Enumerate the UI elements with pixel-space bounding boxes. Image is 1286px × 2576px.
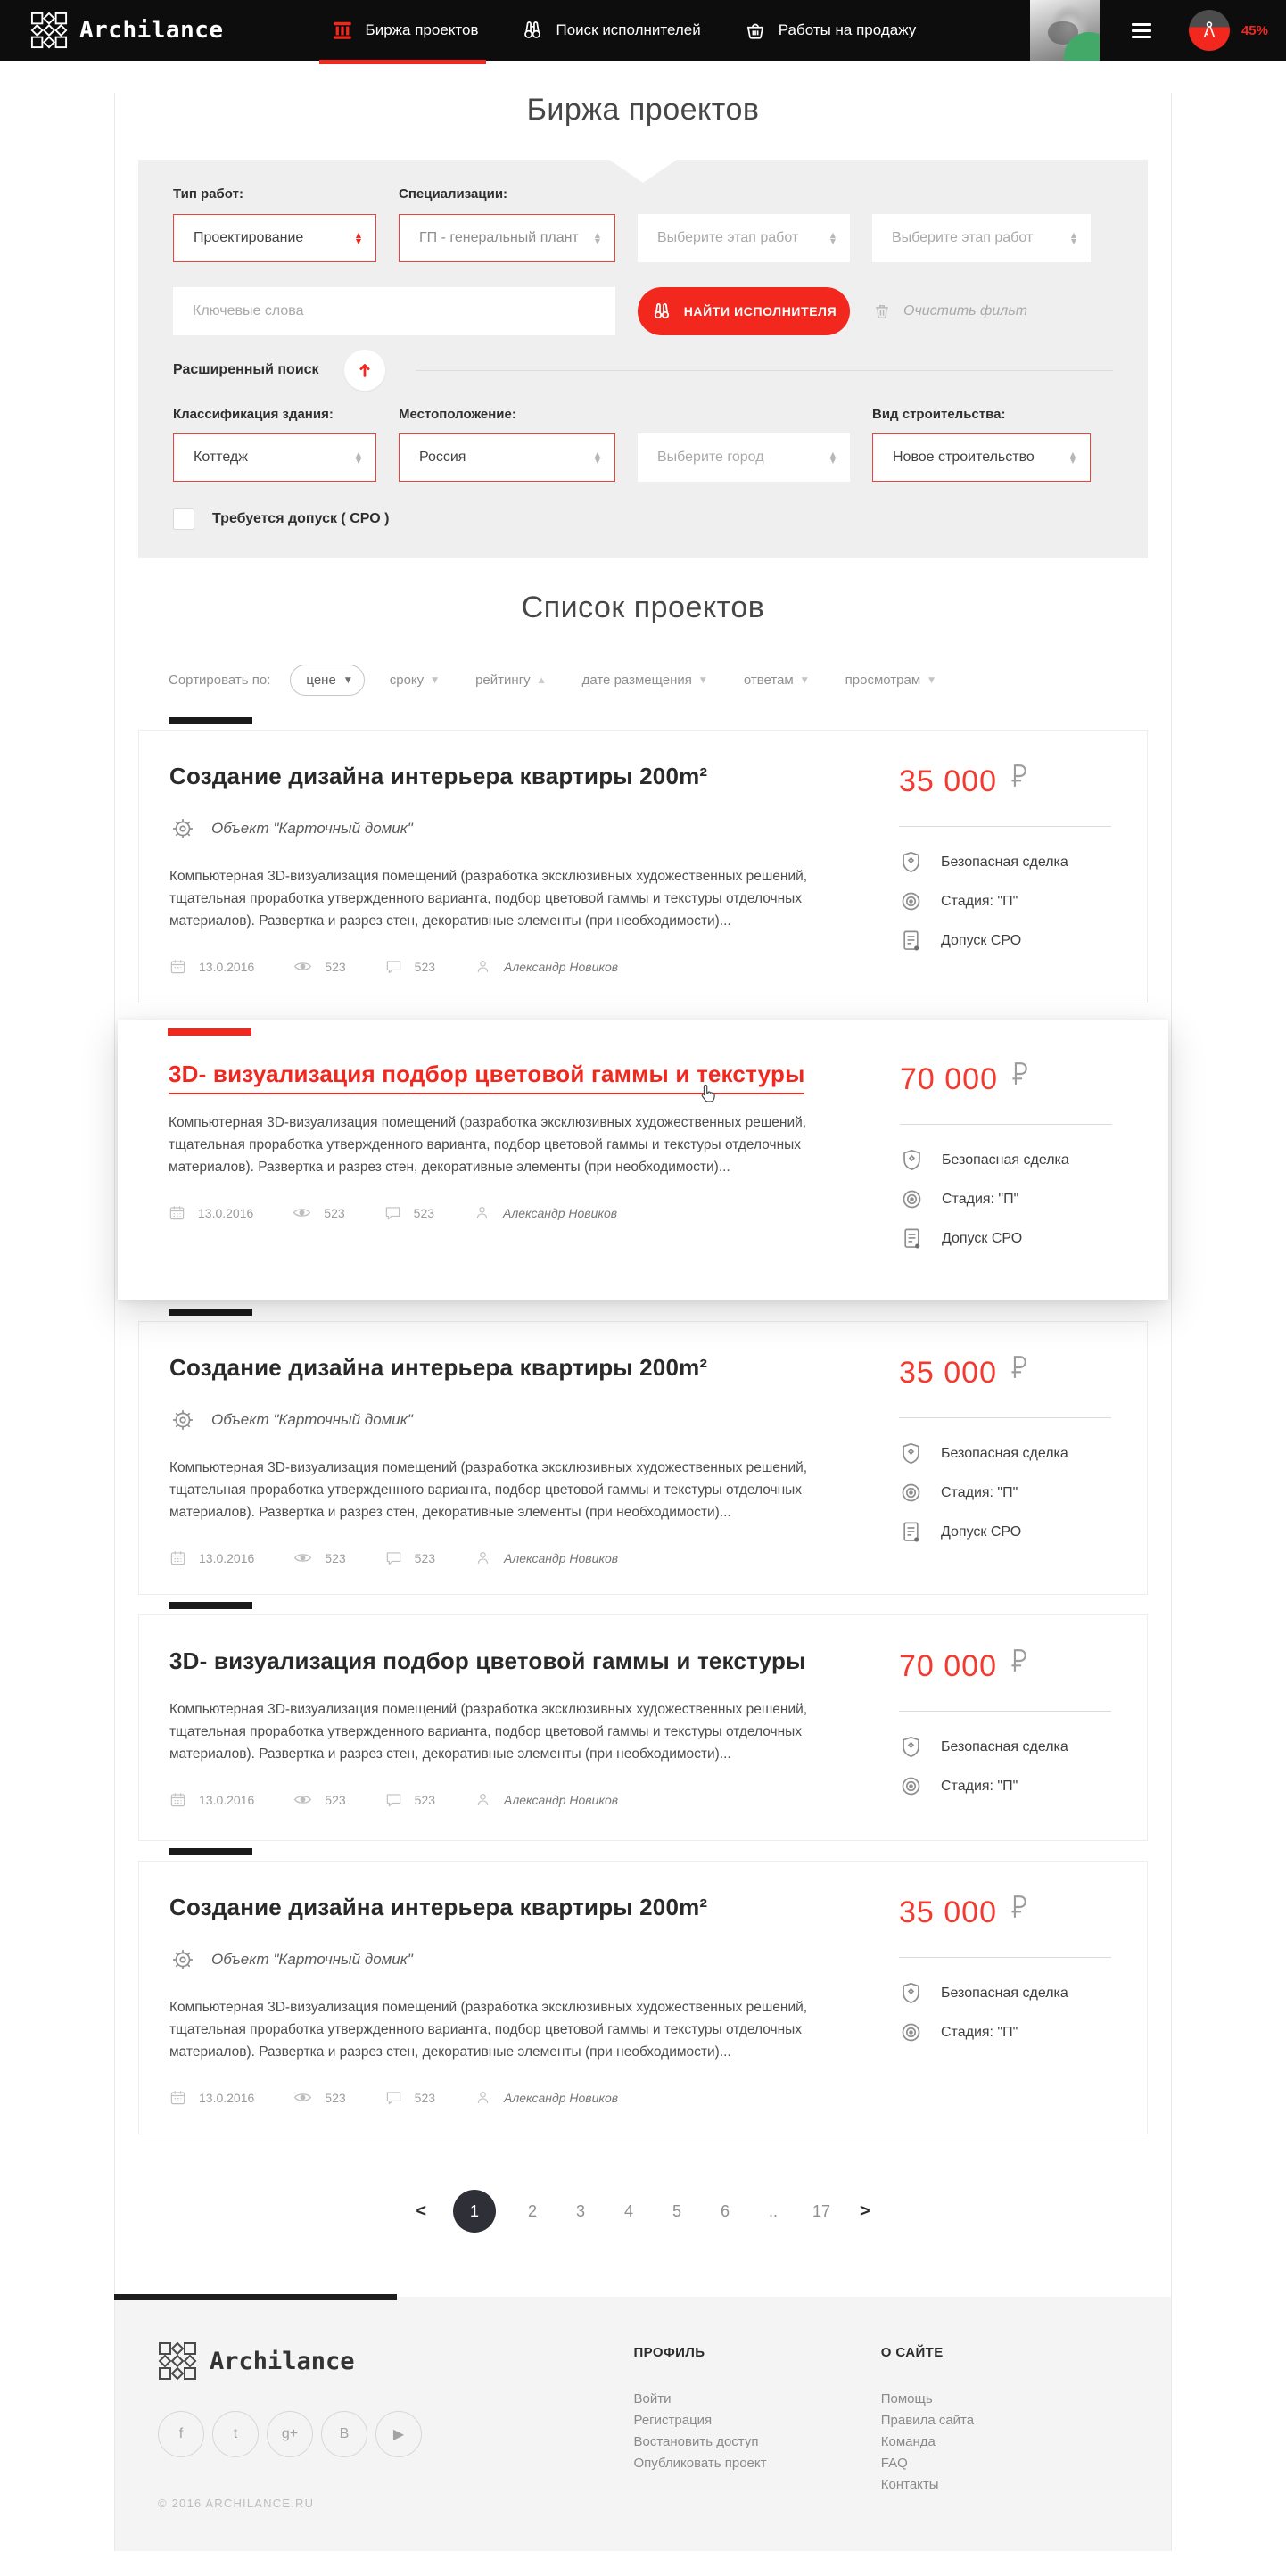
badge-safe-deal: Безопасная сделка bbox=[900, 1148, 1112, 1172]
author-name: Александр Новиков bbox=[504, 959, 619, 974]
divider bbox=[900, 1124, 1112, 1125]
ruble-icon bbox=[1010, 764, 1026, 788]
badge-sro: Допуск СРО bbox=[899, 929, 1111, 953]
project-price: 35 000 bbox=[899, 1356, 1111, 1391]
menu-icon[interactable] bbox=[1132, 23, 1151, 38]
calendar-icon bbox=[169, 1791, 186, 1808]
badge-safe-deal: Безопасная сделка bbox=[899, 850, 1111, 874]
footer-link-login[interactable]: Войти bbox=[633, 2391, 672, 2407]
compass-icon bbox=[1198, 19, 1221, 42]
project-description: Компьютерная 3D-визуализация помещений (разработка эксклюзивных художественных решений, тщательная проработка утвержденного варианта, подбор цветовой гаммы и текстуры отделочных материалов). Развертка и разрез стен, декоративные элементы (при необходимости)... bbox=[169, 1115, 807, 1175]
footer-link-faq[interactable]: FAQ bbox=[880, 2456, 908, 2471]
keywords-input[interactable] bbox=[173, 287, 615, 335]
views-group: 523 bbox=[293, 2088, 345, 2107]
project-price: 70 000 bbox=[899, 1649, 1111, 1684]
project-card[interactable] bbox=[138, 1321, 1148, 1595]
badge-sro: Допуск СРО bbox=[900, 1226, 1112, 1251]
author-group[interactable] bbox=[474, 1204, 617, 1221]
brand-logo[interactable] bbox=[30, 12, 224, 49]
work-stage-select-2[interactable]: Выберите этап работ ▲ ▼ bbox=[872, 214, 1091, 262]
target-icon bbox=[899, 2020, 923, 2044]
twitter-icon[interactable]: t bbox=[212, 2411, 259, 2457]
city-select[interactable]: Выберите город ▲ ▼ bbox=[638, 433, 850, 482]
binoculars-icon bbox=[651, 301, 672, 322]
pagination-next[interactable]: > bbox=[860, 2200, 870, 2221]
comments-group[interactable]: 523 bbox=[385, 2089, 435, 2106]
sort-bar bbox=[169, 665, 1148, 696]
collapse-advanced-button[interactable] bbox=[344, 350, 385, 391]
footer-link-contacts[interactable]: Контакты bbox=[880, 2477, 939, 2492]
pagination-page-1[interactable]: 1 bbox=[453, 2190, 496, 2233]
calendar-icon bbox=[169, 1549, 186, 1566]
select-arrows-icon: ▲ ▼ bbox=[594, 231, 600, 245]
sort-asc-icon: ▲ bbox=[538, 675, 545, 685]
select-arrows-icon: ▲ ▼ bbox=[355, 450, 361, 465]
basket-icon bbox=[744, 19, 767, 42]
divider bbox=[899, 1957, 1111, 1958]
pagination-ellipsis: .. bbox=[768, 2201, 778, 2220]
card-accent-dash bbox=[168, 1028, 251, 1036]
views-group: 523 bbox=[293, 1548, 345, 1567]
nav-item-works-for-sale[interactable] bbox=[744, 0, 917, 61]
select-arrows-icon: ▲ ▼ bbox=[1069, 450, 1076, 465]
google-plus-icon[interactable]: g+ bbox=[267, 2411, 313, 2457]
shield-icon bbox=[899, 1981, 923, 2005]
project-title: Создание дизайна интерьера квартиры 200m² bbox=[169, 1894, 708, 1920]
footer-link-help[interactable]: Помощь bbox=[880, 2391, 933, 2407]
binoculars-icon bbox=[521, 19, 544, 42]
project-price: 35 000 bbox=[899, 1895, 1111, 1930]
sort-desc-icon: ▼ bbox=[432, 675, 439, 685]
bottom-spacer bbox=[0, 2551, 1286, 2576]
column-icon bbox=[331, 19, 354, 42]
build-type-label: Вид строительства: bbox=[872, 407, 1006, 422]
card-accent-dash bbox=[169, 1602, 252, 1609]
project-card[interactable] bbox=[138, 1614, 1148, 1841]
shield-icon bbox=[899, 1441, 923, 1466]
sro-label: Требуется допуск ( СРО ) bbox=[212, 511, 390, 526]
sort-caption: Сортировать по: bbox=[169, 673, 271, 688]
author-name: Александр Новиков bbox=[504, 2090, 619, 2105]
copyright: © 2016 ARCHILANCE.RU bbox=[158, 2497, 315, 2510]
target-icon bbox=[899, 889, 923, 913]
main-nav bbox=[331, 0, 917, 61]
comments-group[interactable]: 523 bbox=[385, 1549, 435, 1566]
nav-label: Работы на продажу bbox=[778, 21, 917, 38]
sro-checkbox[interactable] bbox=[173, 508, 194, 530]
author-group[interactable] bbox=[474, 958, 618, 975]
page-title: Биржа проектов bbox=[526, 93, 760, 127]
gear-icon bbox=[169, 1946, 196, 1973]
arrow-up-icon bbox=[355, 360, 375, 380]
project-title: 3D- визуализация подбор цветовой гаммы и текстуры bbox=[169, 1061, 861, 1088]
project-card[interactable] bbox=[138, 1861, 1148, 2134]
pagination-page-3[interactable]: 3 bbox=[575, 2201, 585, 2220]
project-description: Компьютерная 3D-визуализация помещений (разработка эксклюзивных художественных решений, тщательная проработка утвержденного варианта, подбор цветовой гаммы и текстуры отделочных материалов). Развертка и разрез стен, декоративные элементы (при необходимости)... bbox=[169, 1702, 808, 1762]
pagination-page-4[interactable]: 4 bbox=[623, 2201, 633, 2220]
project-title: 3D- визуализация подбор цветовой гаммы и текстуры bbox=[169, 1647, 806, 1674]
select-arrows-icon: ▲ ▼ bbox=[594, 450, 600, 465]
country-select[interactable]: Россия ▲ ▼ bbox=[399, 433, 615, 482]
author-name: Александр Новиков bbox=[504, 1550, 619, 1565]
divider bbox=[899, 1711, 1111, 1712]
footer-link-publish-project[interactable]: Опубликовать проект bbox=[633, 2456, 767, 2471]
badge-stage: Стадия: "П" bbox=[899, 889, 1111, 913]
building-classification-select[interactable]: Коттедж ▲ ▼ bbox=[173, 433, 376, 482]
badge-stage: Стадия: "П" bbox=[899, 1481, 1111, 1505]
footer-link-restore-access[interactable]: Востановить доступ bbox=[633, 2434, 759, 2449]
date-group: 13.0.2016 bbox=[169, 1791, 254, 1808]
views-group: 523 bbox=[293, 1203, 344, 1222]
date-group: 13.0.2016 bbox=[169, 958, 254, 975]
social-links bbox=[158, 2411, 633, 2457]
filter-panel bbox=[138, 160, 1148, 558]
ruble-icon bbox=[1010, 1895, 1026, 1919]
sort-desc-icon: ▼ bbox=[928, 675, 936, 685]
sort-desc-icon: ▼ bbox=[801, 675, 808, 685]
card-accent-dash bbox=[169, 1848, 252, 1855]
top-header bbox=[0, 0, 1286, 61]
badge-safe-deal: Безопасная сделка bbox=[899, 1981, 1111, 2005]
pagination-page-2[interactable]: 2 bbox=[527, 2201, 537, 2220]
eye-icon bbox=[293, 1203, 311, 1222]
comments-group[interactable]: 523 bbox=[385, 1791, 435, 1808]
card-accent-dash bbox=[169, 1309, 252, 1316]
project-card[interactable] bbox=[138, 730, 1148, 1003]
divider bbox=[899, 826, 1111, 827]
target-icon bbox=[900, 1187, 924, 1211]
target-icon bbox=[899, 1481, 923, 1505]
classification-label: Классификация здания: bbox=[173, 407, 334, 422]
author-name: Александр Новиков bbox=[504, 1792, 619, 1807]
sort-by-price[interactable]: цене ▼ bbox=[290, 665, 364, 696]
project-description: Компьютерная 3D-визуализация помещений (разработка эксклюзивных художественных решений, тщательная проработка утвержденного варианта, подбор цветовой гаммы и текстуры отделочных материалов). Развертка и разрез стен, декоративные элементы (при необходимости)... bbox=[169, 2000, 808, 2060]
views-group: 523 bbox=[293, 1790, 345, 1809]
comments-group[interactable]: 523 bbox=[384, 1204, 434, 1221]
work-stage-select[interactable]: Выберите этап работ ▲ ▼ bbox=[638, 214, 850, 262]
nav-item-find-performers[interactable] bbox=[521, 0, 700, 61]
person-icon bbox=[474, 2089, 491, 2106]
pagination-page-17[interactable]: 17 bbox=[812, 2201, 831, 2220]
date-group: 13.0.2016 bbox=[169, 1549, 254, 1566]
badge-safe-deal: Безопасная сделка bbox=[899, 1441, 1111, 1466]
list-title: Список проектов bbox=[521, 590, 765, 624]
person-icon bbox=[474, 1791, 491, 1808]
project-list bbox=[138, 696, 1148, 2134]
comment-icon bbox=[384, 1204, 401, 1221]
find-performer-button[interactable]: НАЙТИ ИСПОЛНИТЕЛЯ bbox=[638, 287, 850, 335]
gear-icon bbox=[169, 1407, 196, 1433]
eye-icon bbox=[293, 2088, 312, 2107]
footer-link-team[interactable]: Команда bbox=[880, 2434, 936, 2449]
ruble-icon bbox=[1010, 1356, 1026, 1379]
comment-icon bbox=[385, 1549, 402, 1566]
youtube-icon[interactable]: ▶ bbox=[375, 2411, 422, 2457]
calendar-icon bbox=[169, 958, 186, 975]
pagination-prev[interactable]: < bbox=[416, 2200, 426, 2221]
sort-by-answers[interactable]: ответам ▼ bbox=[743, 673, 808, 688]
date-group: 13.0.2016 bbox=[169, 1204, 253, 1221]
sort-by-views[interactable]: просмотрам ▼ bbox=[845, 673, 936, 688]
project-price: 35 000 bbox=[899, 764, 1111, 799]
sort-by-rating[interactable]: рейтингу ▲ bbox=[475, 673, 545, 688]
calendar-icon bbox=[169, 2089, 186, 2106]
object-label: Объект "Карточный домик" bbox=[211, 1411, 413, 1428]
project-description: Компьютерная 3D-визуализация помещений (разработка эксклюзивных художественных решений, тщательная проработка утвержденного варианта, подбор цветовой гаммы и текстуры отделочных материалов). Развертка и разрез стен, декоративные элементы (при необходимости)... bbox=[169, 869, 808, 929]
construction-type-select[interactable]: Новое строительство ▲ ▼ bbox=[872, 433, 1091, 482]
gear-icon bbox=[169, 815, 196, 842]
profile-percent: 45% bbox=[1241, 22, 1268, 38]
eye-icon bbox=[293, 957, 312, 976]
ruble-icon bbox=[1010, 1649, 1026, 1672]
document-icon bbox=[899, 1520, 923, 1544]
advanced-search-label: Расширенный поиск bbox=[173, 362, 319, 377]
specialization-select[interactable]: ГП - генеральный плант ▲ ▼ bbox=[399, 214, 615, 262]
archilance-logo-icon bbox=[158, 2341, 197, 2381]
location-label: Местоположение: bbox=[399, 407, 516, 422]
trash-icon bbox=[872, 301, 892, 321]
sort-desc-icon: ▼ bbox=[699, 675, 706, 685]
badge-safe-deal: Безопасная сделка bbox=[899, 1735, 1111, 1759]
project-title: Создание дизайна интерьера квартиры 200m² bbox=[169, 1354, 708, 1381]
footer-link-register[interactable]: Регистрация bbox=[633, 2413, 713, 2428]
card-accent-dash bbox=[169, 717, 252, 724]
project-title: Создание дизайна интерьера квартиры 200m² bbox=[169, 763, 708, 789]
shield-icon bbox=[900, 1148, 924, 1172]
pagination-page-5[interactable]: 5 bbox=[672, 2201, 681, 2220]
nav-item-projects-exchange[interactable] bbox=[331, 0, 479, 61]
project-description: Компьютерная 3D-визуализация помещений (разработка эксклюзивных художественных решений, тщательная проработка утвержденного варианта, подбор цветовой гаммы и текстуры отделочных материалов). Развертка и разрез стен, декоративные элементы (при необходимости)... bbox=[169, 1460, 808, 1520]
object-label: Объект "Карточный домик" bbox=[211, 820, 413, 837]
views-group: 523 bbox=[293, 957, 345, 976]
badge-stage: Стадия: "П" bbox=[899, 2020, 1111, 2044]
pagination-page-6[interactable]: 6 bbox=[720, 2201, 730, 2220]
clear-filter-button[interactable]: Очистить фильт bbox=[872, 301, 1091, 321]
target-icon bbox=[899, 1774, 923, 1798]
author-name: Александр Новиков bbox=[503, 1205, 618, 1220]
user-avatar[interactable] bbox=[1030, 0, 1100, 61]
select-arrows-icon: ▲ ▼ bbox=[1070, 231, 1076, 245]
facebook-icon[interactable]: f bbox=[158, 2411, 204, 2457]
hand-cursor-icon bbox=[697, 1082, 720, 1109]
select-arrows-icon: ▲ ▼ bbox=[829, 450, 836, 465]
type-label: Тип работ: bbox=[173, 186, 243, 202]
date-group: 13.0.2016 bbox=[169, 2089, 254, 2106]
badge-stage: Стадия: "П" bbox=[899, 1774, 1111, 1798]
document-icon bbox=[899, 929, 923, 953]
divider bbox=[899, 1417, 1111, 1418]
brand-name: Archilance bbox=[79, 17, 224, 44]
filter-labels-row-1 bbox=[173, 186, 1113, 202]
footer-link-rules[interactable]: Правила сайта bbox=[880, 2413, 975, 2428]
object-label: Объект "Карточный домик" bbox=[211, 1951, 413, 1968]
comment-icon bbox=[385, 958, 402, 975]
author-group[interactable] bbox=[474, 1549, 618, 1566]
eye-icon bbox=[293, 1548, 312, 1567]
comment-icon bbox=[385, 2089, 402, 2106]
person-icon bbox=[474, 1549, 491, 1566]
select-arrows-icon: ▲ ▼ bbox=[829, 231, 836, 245]
nav-label: Поиск исполнителей bbox=[556, 21, 701, 38]
pagination bbox=[115, 2190, 1171, 2233]
project-price: 70 000 bbox=[900, 1062, 1112, 1097]
badge-sro: Допуск СРО bbox=[899, 1520, 1111, 1544]
page-frame bbox=[114, 93, 1172, 2551]
select-arrows-icon: ▲ ▼ bbox=[355, 231, 361, 245]
comment-icon bbox=[385, 1791, 402, 1808]
comments-group[interactable]: 523 bbox=[385, 958, 435, 975]
shield-icon bbox=[899, 1735, 923, 1759]
sort-desc-icon: ▼ bbox=[344, 675, 351, 685]
shield-icon bbox=[899, 850, 923, 874]
author-group[interactable] bbox=[474, 2089, 618, 2106]
profile-progress-badge[interactable] bbox=[1189, 10, 1230, 51]
footer bbox=[115, 2297, 1171, 2551]
person-icon bbox=[474, 1204, 490, 1221]
eye-icon bbox=[293, 1790, 312, 1809]
footer-brand[interactable] bbox=[158, 2341, 633, 2381]
project-card-hovered[interactable] bbox=[118, 1020, 1168, 1300]
footer-col-about-title: О САЙТЕ bbox=[880, 2345, 944, 2360]
archilance-logo-icon bbox=[30, 12, 68, 49]
footer-brand-name: Archilance bbox=[210, 2347, 355, 2375]
nav-label: Биржа проектов bbox=[365, 21, 479, 38]
person-icon bbox=[474, 958, 491, 975]
spec-label: Специализации: bbox=[399, 186, 508, 202]
divider bbox=[416, 370, 1113, 371]
ruble-icon bbox=[1010, 1062, 1027, 1086]
author-group[interactable] bbox=[474, 1791, 618, 1808]
calendar-icon bbox=[169, 1204, 185, 1221]
footer-col-profile-title: ПРОФИЛЬ bbox=[633, 2345, 705, 2360]
sort-by-date[interactable]: дате размещения ▼ bbox=[581, 673, 706, 688]
sort-by-term[interactable]: сроку ▼ bbox=[389, 673, 439, 688]
document-icon bbox=[900, 1226, 924, 1251]
vk-icon[interactable]: B bbox=[321, 2411, 367, 2457]
work-type-select[interactable]: Проектирование ▲ ▼ bbox=[173, 214, 376, 262]
badge-stage: Стадия: "П" bbox=[900, 1187, 1112, 1211]
